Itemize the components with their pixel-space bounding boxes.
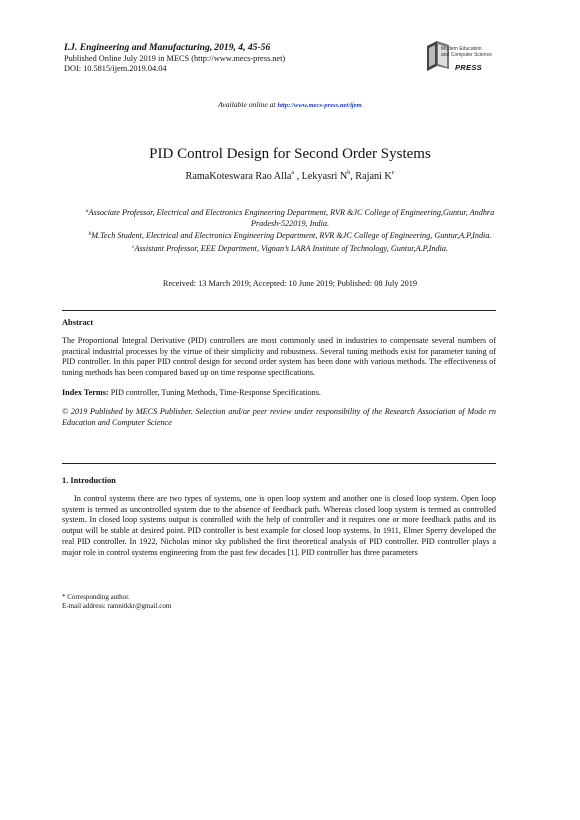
author-sup: b — [347, 170, 351, 176]
introduction-text: In control systems there are two types of systems, one is open loop system and another one is closed loop system. Open loop system is termed as uncontrolled system due to the absence of feedback path. Whereas closed loop system is termed as controlled system. In closed loop systems output is controlled with the help of controller and it requires one or more feedback paths and its output will be stable at desired point. PID controller is best example for closed loop systems. In 1911, Elmer Sperry developed the real PID controller. In 1922, Nicholas minor sky published the first theoretical analysis of PID controller. PID controller plays a major role in control systems engineering from the past few decades [1]. PID controller has three parameters — [62, 493, 496, 557]
author-sup: c — [391, 170, 395, 176]
abstract-heading: Abstract — [62, 318, 94, 327]
author-name: RamaKoteswara Rao Alla — [185, 171, 292, 182]
journal-header — [64, 42, 285, 74]
doi: DOI: 10.5815/ijem.2019.04.04 — [64, 64, 167, 73]
author-name: Lekyasri N — [301, 171, 348, 182]
divider — [62, 310, 496, 311]
introduction-heading: 1. Introduction — [62, 476, 116, 485]
affiliation: $^c$Assistant Professor, EEE Department, Vignan’s LARA Institute of Technology, Guntur,A.P,India. — [132, 243, 448, 253]
logo-press: PRESS — [455, 63, 482, 72]
copyright-notice: © 2019 Published by MECS Publisher. Selection and/or peer review under responsibility of the Research Association of Mode rn Education and Computer Science — [62, 406, 496, 427]
availability-text: Available online at — [218, 100, 276, 109]
abstract-section — [62, 318, 496, 428]
publication-line: Published Online July 2019 in MECS (http://www.mecs-press.net) — [64, 54, 286, 63]
index-terms: Index Terms: PID controller, Tuning Methods, Time-Response Specifications. — [62, 387, 321, 397]
journal-link[interactable]: http://www.mecs-press.net/ijem — [277, 102, 362, 109]
divider — [62, 463, 496, 464]
affiliation: $^a$Associate Professor, Electrical and Electronics Engineering Department, RVR &JC College of Engineering,Guntur, Andhra Pradesh-522019, India. — [85, 208, 495, 228]
author-name: Rajani K — [355, 171, 392, 182]
journal-name: I.J. Engineering and Manufacturing, — [64, 42, 213, 53]
received-dates: Received: 13 March 2019; Accepted: 10 June 2019; Published: 08 July 2019 — [162, 279, 418, 288]
abstract-text: The Proportional Integral Derivative (PID) controllers are most commonly used in industries to compensate several numbers of practical industrial processes by the virtue of their simplicity and robustness. Several tuning methods exist for parameter tuning of PID controller. In this paper PID control design for second order system has been done with various methods. The effectiveness of tuning methods has been compared based up on time response specifications. — [62, 335, 496, 378]
author-sup: a — [291, 170, 295, 176]
author-list: RamaKoteswara Rao Alla$^a$ , Lekyasri $N^b$, Rajani $K^c$ — [185, 170, 395, 182]
availability-line — [0, 100, 580, 109]
corresponding-author: * Corresponding author. — [62, 593, 130, 601]
logo-line-2: and Computer Science — [441, 51, 492, 58]
logo-line-1: Modern Education — [441, 46, 482, 52]
publisher-logo — [424, 38, 494, 74]
introduction-section — [62, 476, 496, 559]
affiliations — [80, 206, 500, 254]
journal-issue: 2019, 4, 45-56 — [214, 42, 271, 53]
affiliation: $^b$M.Tech Student, Electrical and Electronics Engineering Department, RVR &JC College of Engineering, Guntur,A.P,India. — [88, 231, 492, 241]
paper-title: PID Control Design for Second Order Systems — [149, 146, 431, 162]
footnote — [62, 593, 171, 611]
email-address: E-mail address: ramnitkkr@gmail.com — [62, 602, 172, 610]
